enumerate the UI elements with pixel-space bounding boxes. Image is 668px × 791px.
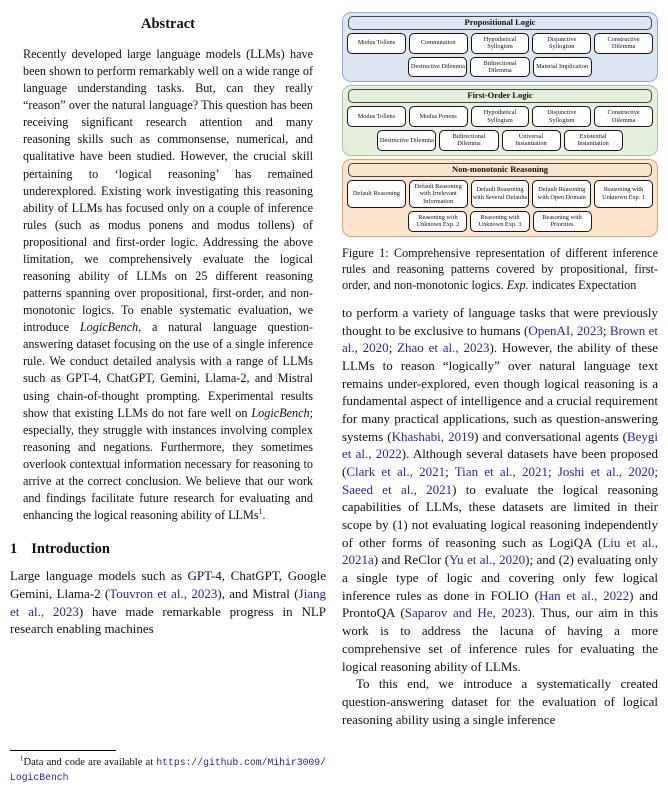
body-paragraph-1 <box>342 304 658 675</box>
text-segment: Exp. <box>506 277 529 292</box>
inference-rule-box: Material Implication <box>533 57 592 78</box>
footnote-rule <box>10 750 116 751</box>
body-paragraph-2 <box>342 675 658 728</box>
citation-link[interactable]: Beygi et al., 2022 <box>342 428 659 462</box>
inference-rule-box: Hypothetical Syllogism <box>471 33 530 54</box>
citation-link[interactable]: Tian et al., 2021 <box>454 464 548 480</box>
text-segment: ) have made remarkable progress in NLP research enabling machines <box>10 603 327 637</box>
figure-row <box>347 130 653 151</box>
citation-link[interactable]: Touvron et al., 2023 <box>109 585 218 601</box>
text-segment: , a natural language question-answering dataset focusing on the use of a single inference rule. We conduct detailed analysis with a range of LLMs such as GPT-4, ChatGPT, Gemini, Llama-2, and Mistral using chain-of-thought prompting. Experimental results show that existing LLMs do not fare well on <box>23 320 314 420</box>
right-column <box>342 12 658 791</box>
inference-rule-box: Modus Ponens <box>409 106 468 127</box>
citation-link[interactable]: Khashabi, 2019 <box>391 428 475 444</box>
text-segment: ; <box>602 322 610 338</box>
text-segment: LogicBench <box>251 405 310 420</box>
inference-rule-box: Disjunctive Syllogism <box>532 33 591 54</box>
text-segment: . <box>262 508 266 523</box>
text-segment: Data and code are available at <box>23 757 157 769</box>
section-heading-introduction <box>10 541 326 558</box>
figure-row <box>347 180 653 208</box>
citation-link[interactable]: Jiang et al., 2023 <box>10 585 326 619</box>
text-segment: ). Thus, our aim in this work is to address the lacuna of having a more comprehensive set of inference rules for evaluating the logical reasoning ability of LLMs. <box>342 605 659 674</box>
abstract-heading: Abstract <box>141 16 195 32</box>
inference-rule-box: Modus Tollens <box>347 106 406 127</box>
inference-rule-box: Default Reasoning with Open Domain <box>532 180 591 208</box>
text-segment: LogicBench <box>79 320 139 335</box>
inference-rule-box: Reasoning with Unknown Exp. 1 <box>594 180 653 208</box>
citation-link[interactable]: Yu et al., 2020 <box>449 552 526 568</box>
figure-section-first-order-logic <box>342 85 658 155</box>
text-segment: ; <box>654 464 659 480</box>
text-segment: ); and (2) evaluating only a single type of logic and covering only few logical inference rules as done in FOLIO ( <box>342 552 658 603</box>
inference-rule-box: Destructive Dilemma <box>408 57 467 78</box>
citation-link[interactable]: Liu et al., 2021a <box>342 534 658 568</box>
citation-link[interactable]: Clark et al., 2021 <box>346 464 446 480</box>
text-segment: ) and ReClor ( <box>373 552 450 568</box>
figure-1 <box>342 12 658 237</box>
text-segment: ; <box>547 464 558 480</box>
citation-link[interactable]: OpenAI, 2023 <box>528 322 603 338</box>
figure-section-non-monotonic-reasoning <box>342 159 658 237</box>
inference-rule-box: Disjunctive Syllogism <box>532 106 591 127</box>
text-segment: Large language models such as GPT-4, ChatGPT, Google Gemini, Llama-2 ( <box>10 568 326 601</box>
figure-row <box>347 106 653 127</box>
citation-link[interactable]: Brown et al., 2020 <box>342 322 658 356</box>
text-segment: ). However, the ability of these LLMs to reason “logically” over natural language text remains under-explored, even though logical reasoning is a fundamental aspect of intelligence and a crucial requirement for many practical applications, such as question-answering systems ( <box>342 340 658 444</box>
figure-row <box>347 211 653 232</box>
inference-rule-box: Default Reasoning with Several Defaults <box>471 180 530 208</box>
inference-rule-box: Destructive Dilemma <box>377 130 436 151</box>
text-segment: ; <box>445 464 455 480</box>
inference-rule-box: Hypothetical Syllogism <box>471 106 530 127</box>
text-segment: 1 <box>20 755 24 763</box>
inference-rule-box: Bidirectional Dilemma <box>470 57 529 78</box>
section-title: Introduction <box>31 541 110 558</box>
text-segment: ; <box>388 340 398 356</box>
inference-rule-box: Default Reasoning with Irrelevant Information <box>409 180 468 208</box>
text-segment: To this end, we introduce a systematically created question-answering dataset for the evaluation of logical reasoning ability using a single inference <box>342 676 658 727</box>
figure-section-title-non-monotonic-reasoning: Non-monotonic Reasoning <box>348 163 652 177</box>
inference-rule-box: Bidirectional Dilemma <box>439 130 498 151</box>
inference-rule-box: Universal Instantiation <box>502 130 561 151</box>
citation-link[interactable]: Saeed et al., 2021 <box>342 481 453 497</box>
inference-rule-box: Default Reasoning <box>347 180 406 208</box>
inference-rule-box: Reasoning with Unknown Exp. 3 <box>470 211 529 232</box>
inference-rule-box: Constructive Dilemma <box>594 106 653 127</box>
figure-row <box>347 57 653 78</box>
text-segment: ). Although several datasets have been proposed ( <box>342 446 658 480</box>
inference-rule-box: Constructive Dilemma <box>594 33 653 54</box>
text-segment: to perform a variety of language tasks that were previously thought to be exclusive to humans ( <box>342 305 658 338</box>
left-column <box>10 12 326 791</box>
text-segment: ) and conversational agents ( <box>474 428 627 444</box>
figure-caption <box>342 245 658 293</box>
text-segment: ) and ProntoQA ( <box>342 587 659 621</box>
citation-link[interactable]: Han et al., 2022 <box>538 587 630 603</box>
citation-link[interactable]: Joshi et al., 2020 <box>557 464 655 480</box>
inference-rule-box: Modus Tollens <box>347 33 406 54</box>
footnote-text <box>10 756 326 785</box>
inference-rule-box: Reasoning with Priorities <box>533 211 592 232</box>
intro-paragraph <box>10 567 326 638</box>
text-segment: ; especially, they struggle with instances involving complex reasoning and negations. Furthermore, they sometimes overlook contextual information necessary for reasoning to arrive at the correct conclusion. We believe that our work and findings facilitate future research for evaluating and enhancing the logical reasoning ability of LLMs <box>23 405 313 523</box>
text-segment: Figure 1: Comprehensive representation of different inference rules and reasoning patterns covered by propositional, first-order, and non-monotonic logics. <box>342 245 658 292</box>
text-segment: ) to evaluate the logical reasoning capabilities of LLMs, these datasets are limited in their scope by (1) not evaluating logical reasoning independently of other forms of reasoning such as LogiQA ( <box>342 481 658 550</box>
inference-rule-box: Reasoning with Unknown Exp. 2 <box>408 211 467 232</box>
figure-section-propositional-logic <box>342 12 658 82</box>
abstract-body <box>23 46 313 524</box>
external-link[interactable]: https://github.com/Mihir3009/LogicBench <box>10 757 326 783</box>
text-segment: Recently developed large language models (LLMs) have been shown to perform remarkably well on a wide range of language understanding tasks. But, can they really “reason” over the natural language? This question has been receiving significant research attention and many reasoning skills such as commonsense, numerical, and qualitative have been studied. However, the crucial skill pertaining to ‘logical reasoning’ has remained underexplored. Existing work investigating this reasoning ability of LLMs has focused only on a couple of inference rules (such as modus ponens and modus tollens) of propositional and first-order logic. Addressing the above limitation, we comprehensively evaluate the logical reasoning ability of LLMs on 25 different reasoning patterns spanning over propositional, first-order, and non-monotonic logics. To enable systematic evaluation, we introduce <box>23 47 313 335</box>
figure-section-title-propositional-logic: Propositional Logic <box>348 16 652 30</box>
text-segment: indicates Expectation <box>528 277 637 292</box>
text-segment: ), and Mistral ( <box>217 585 299 601</box>
citation-link[interactable]: Saparov and He, 2023 <box>404 605 528 621</box>
citation-link[interactable]: Zhao et al., 2023 <box>397 340 490 356</box>
figure-section-title-first-order-logic: First-Order Logic <box>348 89 652 103</box>
text-segment: 1 <box>258 507 263 517</box>
section-number: 1 <box>10 541 18 558</box>
footnote <box>10 750 326 791</box>
inference-rule-box: Existential Instantiation <box>564 130 623 151</box>
figure-row <box>347 33 653 54</box>
inference-rule-box: Commutation <box>409 33 468 54</box>
